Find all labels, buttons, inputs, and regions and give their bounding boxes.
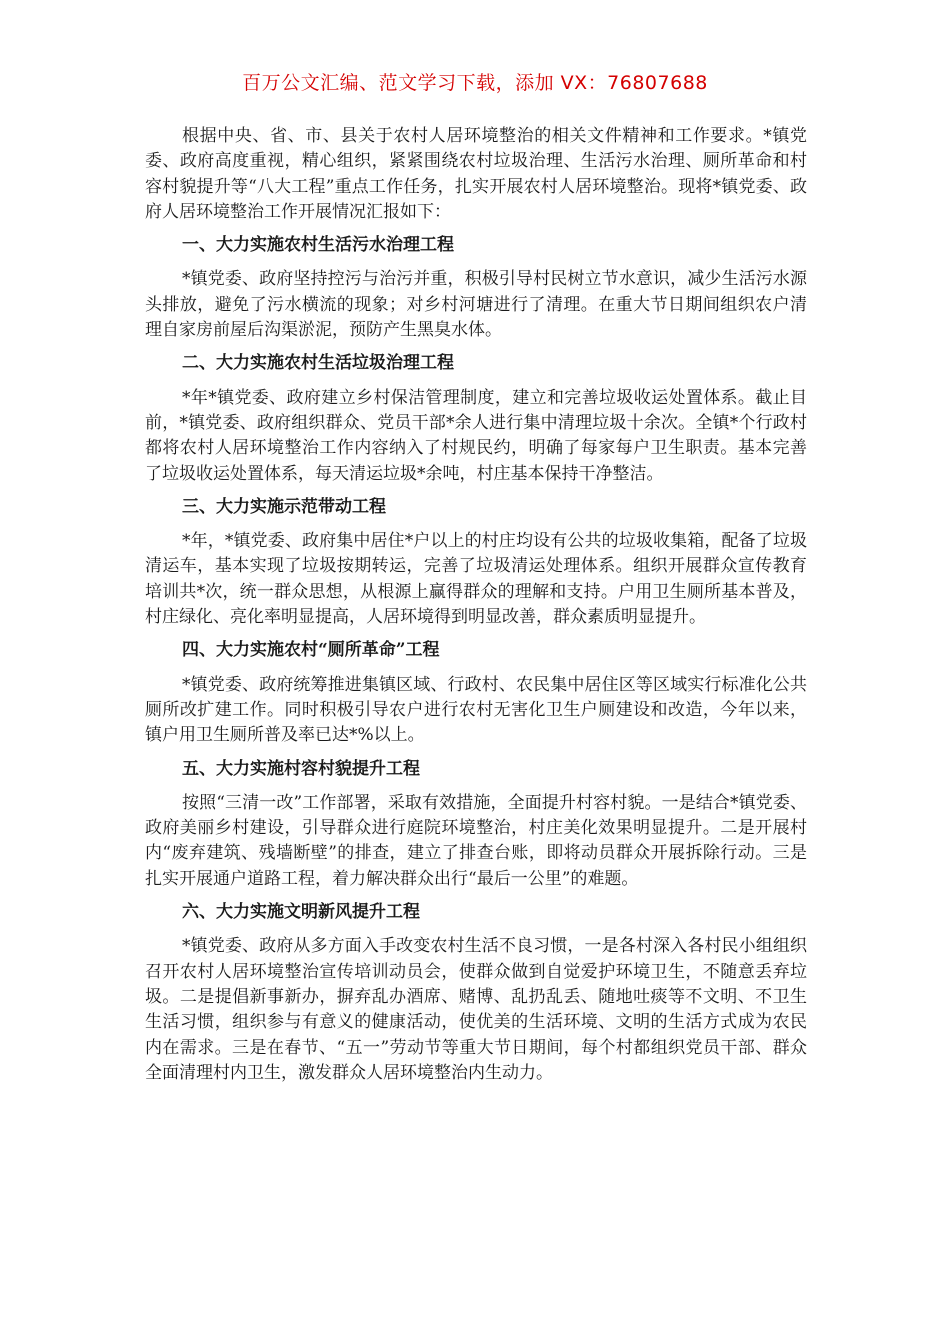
document-body [145,124,807,1086]
section-heading: 一、大力实施农村生活污水治理工程 [182,235,454,256]
section-heading: 六、大力实施文明新风提升工程 [182,902,420,923]
section-paragraph: *年*镇党委、政府建立乡村保洁管理制度，建立和完善垃圾收运处置体系。截止目前，*镇党委、政府组织群众、党员干部*余人进行集中清理垃圾十余次。全镇*个行政村都将农村人居环境整治工作内容纳入了村规民约，明确了每家每户卫生职责。基本完善了垃圾收运处置体系，每天清运垃圾*余吨，村庄基本保持干净整洁。 [145,387,807,484]
section-paragraph: 按照“三清一改”工作部署，采取有效措施，全面提升村容村貌。一是结合*镇党委、政府美丽乡村建设，引导群众进行庭院环境整治，村庄美化效果明显提升。二是开展村内“废弃建筑、残墙断壁”的排查，建立了排查台账，即将动员群众开展拆除行动。三是扎实开展通户道路工程，着力解决群众出行“最后一公里”的难题。 [145,792,807,889]
section-heading: 三、大力实施示范带动工程 [182,496,386,517]
section-paragraph: *镇党委、政府统筹推进集镇区域、行政村、农民集中居住区等区域实行标准化公共厕所改扩建工作。同时积极引导农户进行农村无害化卫生户厕建设和改造，今年以来，镇户用卫生厕所普及率已达*%以上。 [145,674,807,746]
section-paragraph: *镇党委、政府从多方面入手改变农村生活不良习惯，一是各村深入各村民小组组织召开农村人居环境整治宣传培训动员会，使群众做到自觉爱护环境卫生，不随意丢弃垃圾。二是提倡新事新办，摒弃乱办酒席、赌博、乱扔乱丢、随地吐痰等不文明、不卫生生活习惯，组织参与有意义的健康活动，使优美的生活环境、文明的生活方式成为农民内在需求。三是在春节、“五一”劳动节等重大节日期间，每个村都组织党员干部、群众全面清理村内卫生，激发群众人居环境整治内生动力。 [145,936,807,1083]
section-paragraph: *年，*镇党委、政府集中居住*户以上的村庄均设有公共的垃圾收集箱，配备了垃圾清运车，基本实现了垃圾按期转运，完善了垃圾清运处理体系。组织开展群众宣传教育培训共*次，统一群众思想，从根源上赢得群众的理解和支持。户用卫生厕所基本普及，村庄绿化、亮化率明显提高，人居环境得到明显改善，群众素质明显提升。 [145,531,807,628]
watermark-header: 百万公文汇编、范文学习下载，添加 VX：76807688 [242,72,708,94]
section-heading: 四、大力实施农村“厕所革命”工程 [182,640,440,661]
section-heading: 二、大力实施农村生活垃圾治理工程 [182,353,454,374]
section-heading: 五、大力实施村容村貌提升工程 [182,758,420,779]
section-paragraph: *镇党委、政府坚持控污与治污并重，积极引导村民树立节水意识，减少生活污水源头排放，避免了污水横流的现象；对乡村河塘进行了清理。在重大节日期间组织农户清理自家房前屋后沟渠淤泥，预防产生黑臭水体。 [145,269,807,341]
intro-paragraph: 根据中央、省、市、县关于农村人居环境整治的相关文件精神和工作要求。*镇党委、政府高度重视，精心组织，紧紧围绕农村垃圾治理、生活污水治理、厕所革命和村容村貌提升等“八大工程”重点工作任务，扎实开展农村人居环境整治。现将*镇党委、政府人居环境整治工作开展情况汇报如下： [145,126,807,222]
